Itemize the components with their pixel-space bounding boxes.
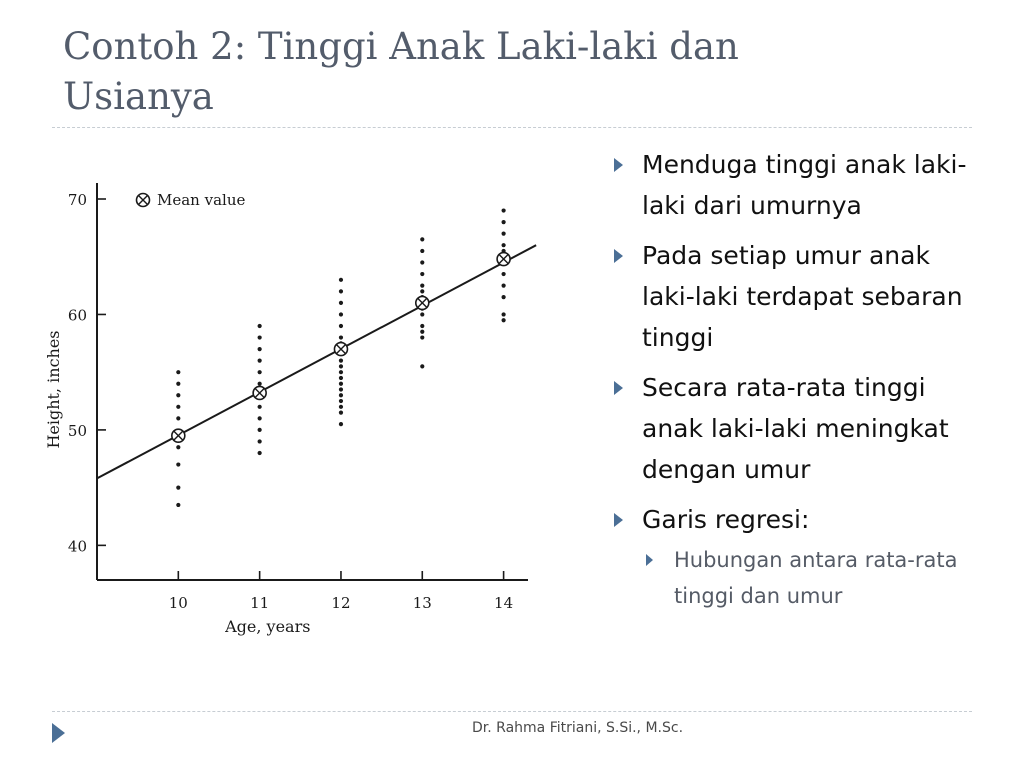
- data-point: [339, 405, 343, 409]
- y-tick-label: 50: [67, 421, 87, 440]
- y-tick-label: 70: [67, 191, 87, 209]
- y-tick-label: 60: [67, 306, 87, 325]
- data-point: [176, 382, 180, 386]
- bullet-text: Secara rata-rata tinggi anak laki-laki meningkat dengan umur: [642, 373, 949, 484]
- data-point: [420, 260, 424, 264]
- data-point: [258, 347, 262, 351]
- data-point: [339, 376, 343, 380]
- bullet-arrow-icon: [614, 513, 623, 527]
- bullet-text: Pada setiap umur anak laki-laki terdapat sebaran tinggi: [642, 241, 963, 352]
- data-point: [258, 382, 262, 386]
- data-point: [339, 301, 343, 305]
- data-point: [339, 393, 343, 397]
- data-point: [339, 364, 343, 368]
- data-point: [258, 439, 262, 443]
- data-point: [339, 399, 343, 403]
- bullet-list: [610, 144, 970, 623]
- scatter-figure: [40, 175, 580, 645]
- data-point: [502, 283, 506, 287]
- data-point: [420, 324, 424, 328]
- data-point: [339, 335, 343, 339]
- bullet-item: [610, 144, 970, 226]
- data-point: [339, 324, 343, 328]
- data-point: [339, 312, 343, 316]
- sub-bullet-text: Hubungan antara rata-rata tinggi dan umur: [674, 548, 958, 608]
- data-point: [420, 335, 424, 339]
- data-point: [258, 428, 262, 432]
- regression-line: [97, 245, 536, 478]
- data-point: [258, 451, 262, 455]
- bullet-text: Garis regresi:: [642, 505, 810, 534]
- data-point: [176, 370, 180, 374]
- data-point: [420, 249, 424, 253]
- data-point: [258, 324, 262, 328]
- data-point: [502, 243, 506, 247]
- data-point: [502, 208, 506, 212]
- footer-divider: [52, 711, 972, 712]
- title-divider: [52, 127, 972, 128]
- data-point: [339, 382, 343, 386]
- data-point: [339, 359, 343, 363]
- legend-label: Mean value: [157, 191, 246, 209]
- bullet-item: [610, 367, 970, 490]
- sub-bullet-item: [642, 542, 970, 614]
- data-point: [420, 330, 424, 334]
- data-point: [176, 486, 180, 490]
- data-point: [339, 422, 343, 426]
- data-point: [420, 364, 424, 368]
- data-point: [502, 220, 506, 224]
- bullet-item: [610, 235, 970, 358]
- data-point: [176, 393, 180, 397]
- next-slide-arrow-icon[interactable]: [52, 723, 65, 743]
- data-point: [176, 503, 180, 507]
- x-tick-label: 12: [331, 594, 351, 612]
- y-axis-label: Height, inches: [44, 330, 63, 449]
- data-point: [339, 278, 343, 282]
- data-point: [176, 445, 180, 449]
- data-point: [502, 232, 506, 236]
- data-point: [339, 289, 343, 293]
- data-point: [502, 272, 506, 276]
- slide-title-line-2: Usianya: [63, 75, 214, 118]
- data-point: [420, 312, 424, 316]
- bullet-arrow-icon: [614, 249, 623, 263]
- data-point: [420, 283, 424, 287]
- x-axis-label: Age, years: [225, 617, 311, 636]
- sub-bullet-arrow-icon: [646, 554, 653, 566]
- x-tick-label: 14: [494, 594, 514, 612]
- footer-author: Dr. Rahma Fitriani, S.Si., M.Sc.: [472, 720, 684, 736]
- data-point: [420, 272, 424, 276]
- data-point: [502, 312, 506, 316]
- bullet-arrow-icon: [614, 158, 623, 172]
- x-tick-label: 13: [412, 594, 432, 612]
- data-point: [339, 370, 343, 374]
- data-point: [258, 335, 262, 339]
- y-tick-label: 40: [67, 537, 87, 556]
- sub-bullet-list: [642, 542, 970, 614]
- slide-title: [63, 22, 963, 122]
- data-point: [502, 295, 506, 299]
- data-point: [339, 387, 343, 391]
- data-point: [258, 370, 262, 374]
- data-point: [176, 462, 180, 466]
- scatter-chart: [40, 175, 580, 645]
- x-tick-label: 11: [250, 594, 270, 612]
- data-point: [339, 410, 343, 414]
- data-point: [258, 359, 262, 363]
- bullet-arrow-icon: [614, 381, 623, 395]
- data-point: [420, 289, 424, 293]
- data-point: [258, 416, 262, 420]
- bullet-text: Menduga tinggi anak laki-laki dari umurnya: [642, 150, 967, 220]
- slide-title-line-1: Contoh 2: Tinggi Anak Laki-laki dan: [63, 25, 739, 68]
- data-point: [502, 318, 506, 322]
- data-point: [420, 237, 424, 241]
- data-point: [176, 405, 180, 409]
- x-tick-label: 10: [168, 594, 188, 612]
- bullet-item: [610, 499, 970, 614]
- data-point: [176, 416, 180, 420]
- data-point: [258, 405, 262, 409]
